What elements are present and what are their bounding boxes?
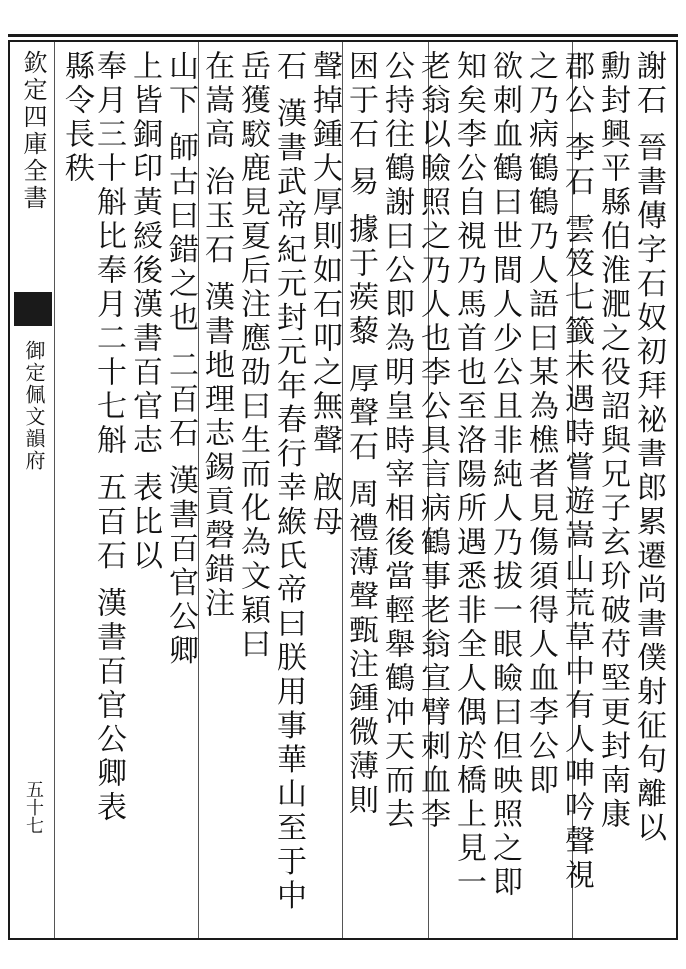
text-column: 在嵩高 治玉石 漢書地理志錫貢磬錯注: [199, 50, 234, 622]
text-column: 困于石 易 據于蒺藜 厚聲石 周禮薄聲甄注鍾微薄則: [343, 50, 378, 819]
text-column: 上皆銅印黃綬後漢書百官志 表比以: [127, 50, 162, 574]
text-column: 聲掉鍾大厚則如石叩之無聲 啟母: [307, 50, 342, 540]
book-title: 御定佩文韻府: [22, 340, 46, 472]
text-column: 之乃病鶴鶴乃人語曰某為樵者見傷須得人血李公即: [523, 50, 558, 798]
text-column: 岳獲駮鹿見夏后注應劭曰生而化為文穎曰: [235, 50, 270, 662]
text-column: 石 漢書武帝紀元封元年春行幸緱氏帝曰朕用事華山至于中: [271, 50, 306, 914]
text-column: 奉月三十斛比奉月二十七斛 五百石 漢書百官公卿表: [91, 50, 126, 826]
folio-number: 五十七: [23, 780, 44, 834]
text-column: 欲刺血鶴曰世間人少公且非純人乃拔一眼瞼曰但映照之即: [487, 50, 522, 900]
text-column: 謝石 晉書傳字石奴初拜祕書郎累遷尚書僕射征句離以: [631, 50, 666, 846]
top-rule: [8, 34, 678, 37]
text-column: 縣令長秩: [59, 50, 94, 186]
text-column: 老翁以瞼照之乃人也李公具言病鶴事老翁宣臂刺血李: [415, 50, 450, 832]
text-column: 公持往鶴謝曰公即為明皇時宰相後當輕舉鶴冲天而去: [379, 50, 414, 832]
text-column: 山下 師古曰錯之也 二百石 漢書百官公卿: [163, 50, 198, 669]
text-column: 勳封興平縣伯淮淝之役詔與兄子玄玠破苻堅更封南康: [595, 50, 630, 832]
fishtail-mark: [14, 292, 52, 326]
text-column: 知矣李公自視乃馬首也至洛陽所遇悉非全人偶於橋上見一: [451, 50, 486, 900]
sheet-label: 欽定四庫全書: [19, 50, 47, 212]
text-column: 郡公 李石 雲笈七籤未遇時嘗遊嵩山荒草中有人呻吟聲視: [559, 50, 594, 894]
margin-column: [14, 50, 52, 930]
